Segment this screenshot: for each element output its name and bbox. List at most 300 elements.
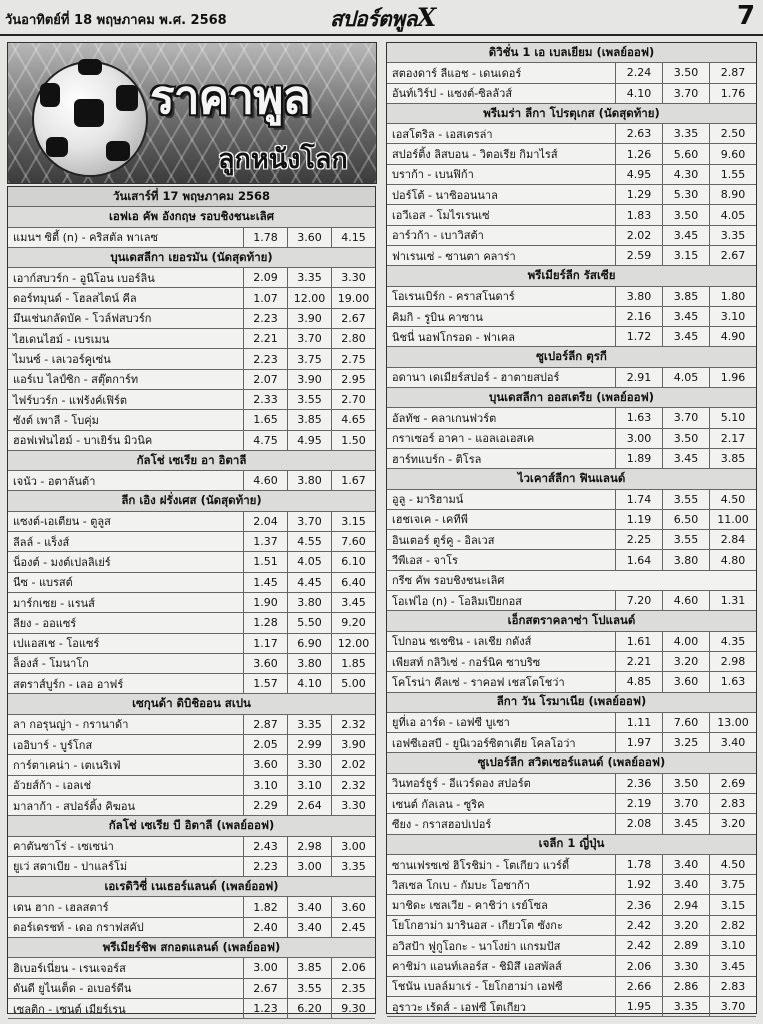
draw-odds: 2.64 — [287, 796, 331, 815]
banner-subtitle: ลูกหนังโลก — [218, 144, 348, 175]
league-header: ซูเปอร์ลีก ตุรกี — [387, 347, 756, 367]
draw-odds: 3.35 — [662, 997, 709, 1016]
match-row — [387, 408, 756, 428]
match-row — [8, 370, 375, 390]
away-odds: 1.76 — [709, 84, 756, 103]
draw-odds: 4.05 — [662, 368, 709, 387]
away-odds: 2.45 — [331, 918, 375, 937]
draw-odds: 3.45 — [662, 226, 709, 245]
home-odds: 2.02 — [615, 226, 662, 245]
match-row — [8, 857, 375, 877]
match-row — [387, 490, 756, 510]
match-row — [8, 552, 375, 572]
away-odds: 1.85 — [331, 654, 375, 673]
home-odds: 1.72 — [615, 327, 662, 346]
draw-odds: 6.90 — [287, 634, 331, 653]
home-odds: 2.04 — [243, 512, 287, 531]
draw-odds: 6.20 — [287, 999, 331, 1018]
home-odds: 1.37 — [243, 532, 287, 551]
match-name: อุราวะ เร้ดส์ - เอฟซี โตเกียว — [392, 1000, 526, 1014]
away-odds: 3.20 — [709, 814, 756, 833]
league-header: พรีเมร่า ลีกา โปรตุเกส (นัดสุดท้าย) — [387, 104, 756, 124]
away-odds: 3.30 — [331, 268, 375, 287]
match-name: คาตันซาโร่ - เซเซน่า — [13, 840, 114, 854]
away-odds: 3.10 — [709, 936, 756, 955]
home-odds: 1.82 — [243, 897, 287, 916]
match-row — [8, 471, 375, 491]
league-header: กัลโช่ เซเรีย บี อิตาลี (เพลย์ออฟ) — [8, 816, 375, 836]
draw-odds: 3.20 — [662, 916, 709, 935]
away-odds: 2.75 — [331, 349, 375, 368]
draw-odds: 5.50 — [287, 613, 331, 632]
match-name: อาร์วก้า - เบาวิสต้า — [392, 229, 484, 243]
home-odds: 3.60 — [243, 654, 287, 673]
home-odds: 1.07 — [243, 288, 287, 307]
away-odds: 3.35 — [331, 857, 375, 876]
away-odds: 6.10 — [331, 552, 375, 571]
draw-odds: 3.50 — [662, 429, 709, 448]
league-header: เจลีก 1 ญี่ปุ่น — [387, 835, 756, 855]
home-odds: 1.83 — [615, 205, 662, 224]
date-heading: วันเสาร์ที่ 17 พฤษภาคม 2568 — [8, 187, 375, 207]
away-odds: 3.35 — [709, 226, 756, 245]
away-odds: 3.75 — [709, 875, 756, 894]
match-row — [8, 309, 375, 329]
draw-odds: 3.70 — [662, 794, 709, 813]
match-name: อัลทัช - คลาเกนฟวร์ต — [392, 411, 497, 425]
away-odds: 3.45 — [331, 593, 375, 612]
match-row — [387, 550, 756, 570]
issue-date: วันอาทิตย์ที่ 18 พฤษภาคม พ.ศ. 2568 — [5, 13, 227, 28]
match-row — [387, 956, 756, 976]
match-row — [387, 997, 756, 1017]
away-odds: 5.00 — [331, 674, 375, 693]
home-odds: 1.63 — [615, 408, 662, 427]
home-odds: 1.95 — [615, 997, 662, 1016]
home-odds: 2.43 — [243, 837, 287, 856]
draw-odds: 6.50 — [662, 510, 709, 529]
league-header: พรีเมียร์ลีก รัสเซีย — [387, 266, 756, 286]
match-name: เพียสท์ กลิวิเซ่ - กอร์นิค ซาบริซ — [392, 655, 541, 669]
match-row — [8, 958, 375, 978]
league-header: เซกุนด้า ดิบิชิออน สเปน — [8, 694, 375, 714]
league-header: ไวเคาส์ลีกา ฟินแลนด์ — [387, 469, 756, 489]
away-odds: 2.06 — [331, 958, 375, 977]
away-odds: 3.45 — [709, 956, 756, 975]
home-odds: 1.61 — [615, 632, 662, 651]
match-name: โชนัน เบลล์มาเร่ - โยโกฮาม่า เอฟซี — [392, 980, 563, 994]
draw-odds: 3.50 — [662, 205, 709, 224]
draw-odds: 3.80 — [662, 550, 709, 569]
away-odds: 3.30 — [331, 796, 375, 815]
draw-odds: 3.20 — [662, 652, 709, 671]
draw-odds: 3.70 — [662, 84, 709, 103]
match-row — [8, 979, 375, 999]
match-row — [387, 733, 756, 753]
match-row — [387, 855, 756, 875]
match-row — [387, 510, 756, 530]
home-odds: 2.09 — [243, 268, 287, 287]
match-name: แซงต์-เอเตียน - ตูลูส — [13, 515, 111, 529]
away-odds: 3.10 — [709, 307, 756, 326]
match-name: โอเฟไอ (n) - โอลิมเปียกอส — [392, 594, 522, 608]
match-row — [387, 652, 756, 672]
match-name: เซนต์ กัลเลน - ซูริค — [392, 797, 485, 811]
away-odds: 9.30 — [331, 999, 375, 1018]
draw-odds: 3.45 — [662, 814, 709, 833]
match-row — [387, 916, 756, 936]
match-name: เซลติก - เซนต์ เมียร์เรน — [13, 1002, 126, 1016]
match-row — [8, 512, 375, 532]
home-odds: 2.07 — [243, 370, 287, 389]
away-odds: 1.31 — [709, 591, 756, 610]
league-header: กัลโช่ เซเรีย อา อิตาลี — [8, 451, 375, 471]
home-odds: 1.78 — [243, 228, 287, 247]
match-name: น็องต์ - มงต์เปลลิเย่ร์ — [13, 555, 111, 569]
draw-odds: 3.80 — [287, 654, 331, 673]
draw-odds: 3.90 — [287, 370, 331, 389]
match-row — [8, 268, 375, 288]
draw-odds: 3.40 — [662, 875, 709, 894]
match-row — [387, 632, 756, 652]
match-name: ซียง - กราสฮอปเปอร์ — [392, 817, 492, 831]
match-name: เดน ฮาก - เฮลสตาร์ — [13, 901, 109, 915]
match-row — [8, 431, 375, 451]
home-odds: 4.60 — [243, 471, 287, 490]
draw-odds: 3.25 — [662, 733, 709, 752]
home-odds: 2.23 — [243, 309, 287, 328]
logo-x: X — [416, 3, 436, 32]
away-odds: 3.70 — [709, 997, 756, 1016]
league-header: ซูเปอร์ลีก สวิตเซอร์แลนด์ (เพลย์ออฟ) — [387, 753, 756, 773]
match-row — [8, 410, 375, 430]
draw-odds: 3.45 — [662, 307, 709, 326]
home-odds: 7.20 — [615, 591, 662, 610]
draw-odds: 3.40 — [287, 897, 331, 916]
match-name: อัวยส์ก้า - เอลเช่ — [13, 779, 92, 793]
home-odds: 1.29 — [615, 185, 662, 204]
away-odds: 2.32 — [331, 715, 375, 734]
home-odds: 3.80 — [615, 287, 662, 306]
match-name: แอร์เบ ไลป์ซิก - สตุ๊ตการ์ท — [13, 373, 139, 387]
home-odds: 2.42 — [615, 916, 662, 935]
draw-odds: 3.70 — [287, 512, 331, 531]
draw-odds: 3.50 — [662, 774, 709, 793]
draw-odds: 3.50 — [662, 63, 709, 82]
match-name: มึนเช่นกลัดบัค - โวล์ฟสบวร์ก — [13, 312, 152, 326]
away-odds: 2.67 — [331, 309, 375, 328]
match-name: ดอร์เดรชท์ - เดอ กราฟสคัป — [13, 921, 144, 935]
away-odds: 2.50 — [709, 124, 756, 143]
away-odds: 4.90 — [709, 327, 756, 346]
match-name: คาชิม่า แอนท์เลอร์ส - ชิมิสึ เอสพัลส์ — [392, 960, 562, 973]
home-odds: 2.91 — [615, 368, 662, 387]
match-row — [387, 327, 756, 347]
home-odds: 2.42 — [615, 936, 662, 955]
match-name: เจนัว - อตาลันต้า — [13, 474, 96, 488]
away-odds: 5.10 — [709, 408, 756, 427]
draw-odds: 5.60 — [662, 144, 709, 163]
match-row — [8, 288, 375, 308]
away-odds: 2.35 — [331, 979, 375, 998]
home-odds: 2.87 — [243, 715, 287, 734]
match-name: วิสเซล โกเบ - กัมบะ โอซาก้า — [392, 878, 530, 892]
match-name: เอวีเอส - โมไรเรนเซ่ — [392, 209, 490, 223]
away-odds: 19.00 — [331, 288, 375, 307]
draw-odds: 3.70 — [662, 408, 709, 427]
home-odds: 1.19 — [615, 510, 662, 529]
match-name: ฟาเรนเซ่ - ซานตา คลาร่า — [392, 249, 516, 263]
page-number: 7 — [737, 1, 756, 31]
match-row — [8, 715, 375, 735]
match-row — [8, 796, 375, 816]
draw-odds: 2.94 — [662, 895, 709, 914]
match-name: ยูเว่ สตาเบีย - ปาแลร์โม่ — [13, 860, 128, 874]
match-row — [387, 814, 756, 834]
home-odds: 1.92 — [615, 875, 662, 894]
match-row — [8, 674, 375, 694]
match-name: ยูที่เอ อาร์ด - เอฟซี บูเซา — [392, 716, 510, 730]
home-odds: 3.00 — [243, 958, 287, 977]
away-odds: 2.82 — [709, 916, 756, 935]
match-row — [387, 936, 756, 956]
match-name: ฮิเบอร์เนี่ยน - เรนเจอร์ส — [13, 961, 126, 975]
league-header: เอฟเอ คัพ อังกฤษ รอบชิงชนะเลิศ — [8, 207, 375, 227]
match-name: มาลาก้า - สปอร์ติ้ง คิฆอน — [13, 799, 136, 813]
home-odds: 2.63 — [615, 124, 662, 143]
draw-odds: 4.55 — [287, 532, 331, 551]
match-name: อูลู - มาริฮามน์ — [392, 493, 464, 507]
home-odds: 1.17 — [243, 634, 287, 653]
match-name: ไฟร์บวร์ก - แฟร้งค์เฟิร์ต — [13, 393, 128, 407]
away-odds: 2.02 — [331, 755, 375, 774]
home-odds: 2.67 — [243, 979, 287, 998]
away-odds: 2.80 — [331, 329, 375, 348]
away-odds: 12.00 — [331, 634, 375, 653]
match-name: โปกอน ชเชซิน - เลเชีย กดังส์ — [392, 635, 532, 649]
draw-odds: 3.30 — [287, 755, 331, 774]
match-name: แมนฯ ซิตี้ (n) - คริสตัล พาเลซ — [13, 231, 158, 245]
match-name: สปอร์ติ้ง ลิสบอน - วิตอเรีย กิมาไรส์ — [392, 148, 558, 162]
draw-odds: 3.80 — [287, 593, 331, 612]
home-odds: 2.19 — [615, 794, 662, 813]
draw-odds: 3.60 — [662, 672, 709, 691]
match-row — [387, 449, 756, 469]
draw-odds: 3.10 — [287, 776, 331, 795]
draw-odds: 3.55 — [287, 979, 331, 998]
draw-odds: 3.40 — [662, 855, 709, 874]
home-odds: 3.00 — [615, 429, 662, 448]
league-header: เอเรดิวิซี่ เนเธอร์แลนด์ (เพลย์ออฟ) — [8, 877, 375, 897]
match-name: เอฟซีเอสบี - ยูนิเวอร์ซิตาเตีย โคลโอว่า — [392, 736, 576, 750]
match-row — [387, 672, 756, 692]
away-odds: 4.35 — [709, 632, 756, 651]
match-name: ไฮเดนไฮม์ - เบรเมน — [13, 332, 110, 346]
home-odds: 1.97 — [615, 733, 662, 752]
away-odds: 3.15 — [709, 895, 756, 914]
away-odds: 9.20 — [331, 613, 375, 632]
away-odds: 2.83 — [709, 794, 756, 813]
draw-odds: 3.35 — [662, 124, 709, 143]
away-odds: 2.83 — [709, 977, 756, 996]
away-odds: 1.55 — [709, 165, 756, 184]
away-odds: 4.15 — [331, 228, 375, 247]
away-odds: 3.40 — [709, 733, 756, 752]
draw-odds: 3.90 — [287, 309, 331, 328]
draw-odds: 4.95 — [287, 431, 331, 450]
draw-odds: 3.55 — [662, 530, 709, 549]
away-odds: 8.90 — [709, 185, 756, 204]
logo-text: สปอร์ตพูล — [330, 7, 417, 31]
draw-odds: 3.85 — [662, 287, 709, 306]
draw-odds: 3.80 — [287, 471, 331, 490]
draw-odds: 4.60 — [662, 591, 709, 610]
away-odds: 11.00 — [709, 510, 756, 529]
match-row — [8, 593, 375, 613]
home-odds: 2.66 — [615, 977, 662, 996]
home-odds: 1.23 — [243, 999, 287, 1018]
match-name: ไมนซ์ - เลเวอร์คูเซ่น — [13, 353, 111, 367]
match-name: โยโกฮาม่า มารินอส - เกียวโต ซังกะ — [392, 919, 563, 933]
match-name: อดานา เดเมียร์สปอร์ - ฮาตายสปอร์ — [392, 371, 560, 385]
draw-odds: 7.60 — [662, 713, 709, 732]
match-row — [387, 875, 756, 895]
away-odds: 13.00 — [709, 713, 756, 732]
home-odds: 2.29 — [243, 796, 287, 815]
match-row — [387, 185, 756, 205]
away-odds: 3.90 — [331, 735, 375, 754]
draw-odds: 4.30 — [662, 165, 709, 184]
match-row — [387, 63, 756, 83]
match-name: เปแอสเช - โอแซร์ — [13, 637, 100, 651]
league-header: บุนเดสลีกา ออสเตรีย (เพลย์ออฟ) — [387, 388, 756, 408]
draw-odds: 2.89 — [662, 936, 709, 955]
draw-odds: 3.75 — [287, 349, 331, 368]
home-odds: 4.85 — [615, 672, 662, 691]
odds-table-left — [7, 186, 376, 1014]
match-name: ปอร์โต้ - นาซิออนนาล — [392, 188, 498, 202]
away-odds: 1.63 — [709, 672, 756, 691]
match-row — [387, 571, 756, 591]
away-odds: 1.96 — [709, 368, 756, 387]
match-row — [387, 591, 756, 611]
match-name: คิมกิ - รูบิน คาซาน — [392, 310, 483, 324]
match-row — [8, 349, 375, 369]
match-name: อันท์เวิร์ป - แซงต์-ซิลลัวส์ — [392, 87, 513, 101]
draw-odds: 3.30 — [662, 956, 709, 975]
draw-odds: 3.00 — [287, 857, 331, 876]
away-odds: 4.05 — [709, 205, 756, 224]
match-row — [8, 228, 375, 248]
home-odds: 2.24 — [615, 63, 662, 82]
match-name: นิชนี่ นอฟโกรอด - ฟาเคล — [392, 330, 515, 344]
home-odds: 1.89 — [615, 449, 662, 468]
draw-odds: 3.70 — [287, 329, 331, 348]
away-odds: 2.87 — [709, 63, 756, 82]
match-row — [387, 246, 756, 266]
away-odds: 1.80 — [709, 287, 756, 306]
draw-odds: 2.99 — [287, 735, 331, 754]
match-name: อวิสป้า ฟูกูโอกะ - นาโงย่า แกรมปัส — [392, 939, 561, 953]
draw-odds: 4.00 — [662, 632, 709, 651]
away-odds: 1.67 — [331, 471, 375, 490]
match-name: ฮาร์ทแบร์ก - ติโรล — [392, 452, 482, 466]
match-row — [8, 573, 375, 593]
match-name: โอเรนเบิร์ก - คราสโนดาร์ — [392, 290, 515, 304]
draw-odds: 3.55 — [662, 490, 709, 509]
away-odds: 7.60 — [331, 532, 375, 551]
away-odds: 2.70 — [331, 390, 375, 409]
match-row — [387, 429, 756, 449]
soccer-ball-icon — [32, 61, 148, 177]
match-row — [387, 205, 756, 225]
home-odds: 4.75 — [243, 431, 287, 450]
match-name: สตองดาร์ ลีแอช - เดนเดอร์ — [392, 66, 522, 80]
league-header: ดิวิชั่น 1 เอ เบลเยียม (เพลย์ออฟ) — [387, 43, 756, 63]
match-name: ลียง - ออแซร์ — [13, 616, 77, 630]
home-odds: 2.21 — [243, 329, 287, 348]
home-odds: 3.60 — [243, 755, 287, 774]
draw-odds: 3.60 — [287, 228, 331, 247]
home-odds: 2.21 — [615, 652, 662, 671]
home-odds: 1.57 — [243, 674, 287, 693]
home-odds: 2.36 — [615, 774, 662, 793]
match-name: กราเซอร์ อาคา - แอลเอเอสเค — [392, 432, 535, 446]
match-name: วีพีเอส - จาโร — [392, 554, 458, 568]
home-odds: 1.28 — [243, 613, 287, 632]
away-odds: 2.17 — [709, 429, 756, 448]
home-odds: 2.40 — [243, 918, 287, 937]
match-row — [387, 977, 756, 997]
draw-odds: 4.10 — [287, 674, 331, 693]
match-name: เอาก์สบวร์ก - อูนิโอน เบอร์ลิน — [13, 271, 155, 285]
match-row — [387, 165, 756, 185]
home-odds: 2.16 — [615, 307, 662, 326]
home-odds: 3.10 — [243, 776, 287, 795]
match-row — [8, 776, 375, 796]
match-name: สตราส์บูร์ก - เลอ อาฟร์ — [13, 677, 124, 691]
match-row — [8, 390, 375, 410]
home-odds: 2.06 — [615, 956, 662, 975]
home-odds: 1.26 — [615, 144, 662, 163]
match-name: นีซ - แบรสต์ — [13, 576, 73, 590]
away-odds: 1.50 — [331, 431, 375, 450]
away-odds: 2.67 — [709, 246, 756, 265]
draw-odds: 3.45 — [662, 327, 709, 346]
league-header: บุนเดสลีกา เยอรมัน (นัดสุดท้าย) — [8, 248, 375, 268]
match-row — [387, 368, 756, 388]
match-name: ลา กอรุนญ่า - กรานาด้า — [13, 718, 129, 732]
league-header: ลีก เอิง ฝรั่งเศส (นัดสุดท้าย) — [8, 491, 375, 511]
match-row — [387, 144, 756, 164]
match-row — [8, 654, 375, 674]
match-row — [387, 226, 756, 246]
draw-odds: 4.05 — [287, 552, 331, 571]
draw-odds: 3.15 — [662, 246, 709, 265]
away-odds: 4.50 — [709, 855, 756, 874]
banner — [7, 42, 377, 184]
away-odds: 6.40 — [331, 573, 375, 592]
match-row — [387, 124, 756, 144]
match-row — [8, 634, 375, 654]
away-odds: 3.15 — [331, 512, 375, 531]
match-row — [8, 735, 375, 755]
odds-table-right — [386, 42, 757, 1014]
match-name: ฮอฟเฟ่นไฮม์ - บาเยิร์น มิวนิค — [13, 434, 153, 448]
home-odds: 1.11 — [615, 713, 662, 732]
match-name: มาชิดะ เซลเวีย - คาชิว่า เรย์โซล — [392, 899, 548, 913]
newspaper-logo — [330, 3, 436, 36]
